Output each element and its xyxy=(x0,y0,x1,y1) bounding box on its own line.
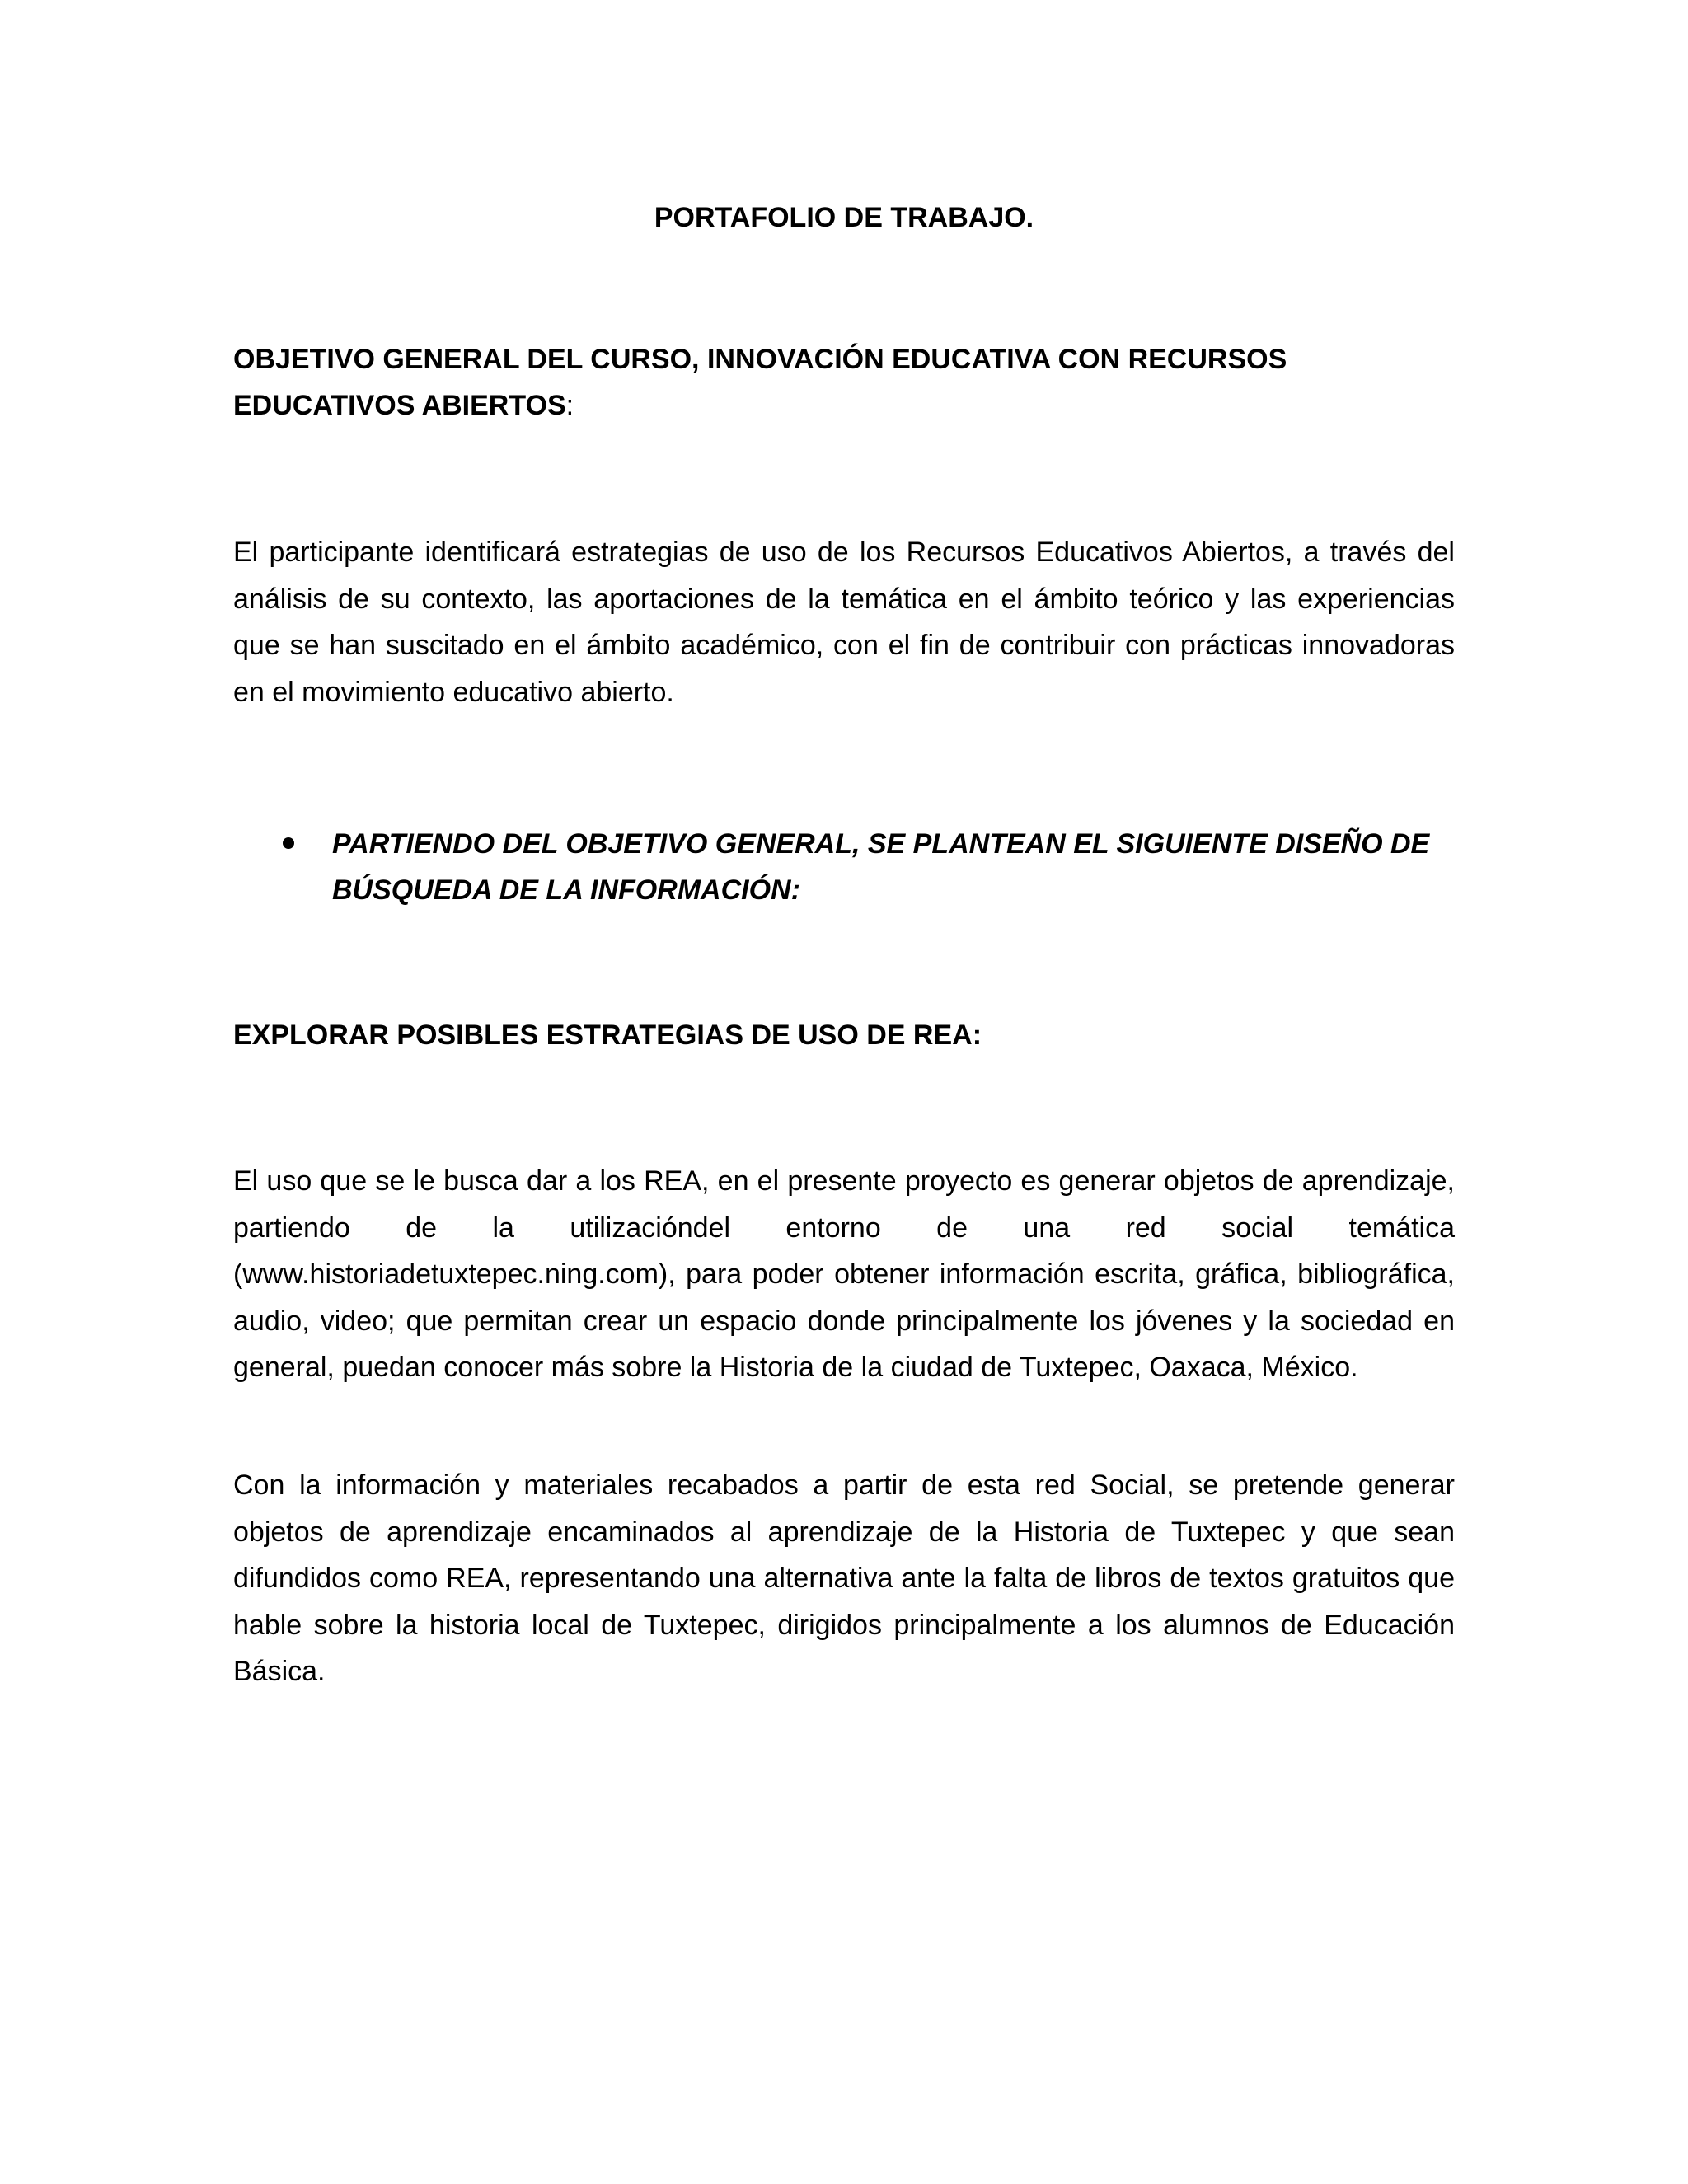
document-title: PORTAFOLIO DE TRABAJO. xyxy=(654,202,1034,233)
objective-heading-colon: : xyxy=(565,390,574,421)
objective-heading-text: OBJETIVO GENERAL DEL CURSO, INNOVACIÓN EDUCATIVA CON RECURSOS EDUCATIVOS ABIERTOS xyxy=(233,344,1287,421)
bullet-text: PARTIENDO DEL OBJETIVO GENERAL, SE PLANTEAN EL SIGUIENTE DISEÑO DE BÚSQUEDA DE LA INFORMACIÓN: xyxy=(332,828,1430,906)
explore-heading: EXPLORAR POSIBLES ESTRATEGIAS DE USO DE REA: xyxy=(233,1019,982,1051)
objective-paragraph: El participante identificará estrategias de uso de los Recursos Educativos Abiertos, a través del análisis de su contexto, las aportaciones de la temática en el ámbito teórico y las experiencias que se han suscitado en el ámbito académico, con el fin de contribuir con prácticas innovadoras en el movimiento educativo abierto. xyxy=(233,537,1455,708)
objective-heading xyxy=(233,336,1455,429)
use-paragraph: El uso que se le busca dar a los REA, en el presente proyecto es generar objetos de aprendizaje, partiendo de la utilizacióndel entorno de una red social temática (www.historiadetuxtepec.ning.com), para poder obtener información escrita, gráfica, bibliográfica, audio, video; que permitan crear un espacio donde principalmente los jóvenes y la sociedad en general, puedan conocer más sobre la Historia de la ciudad de Tuxtepec, Oaxaca, México. xyxy=(233,1165,1455,1383)
bullet-dot-icon xyxy=(283,837,294,849)
info-paragraph: Con la información y materiales recabados a partir de esta red Social, se pretende generar objetos de aprendizaje encaminados al aprendizaje de la Historia de Tuxtepec y que sean difundidos como REA, representando una alternativa ante la falta de libros de textos gratuitos que hable sobre la historia local de Tuxtepec, dirigidos principalmente a los alumnos de Educación Básica. xyxy=(233,1469,1455,1687)
